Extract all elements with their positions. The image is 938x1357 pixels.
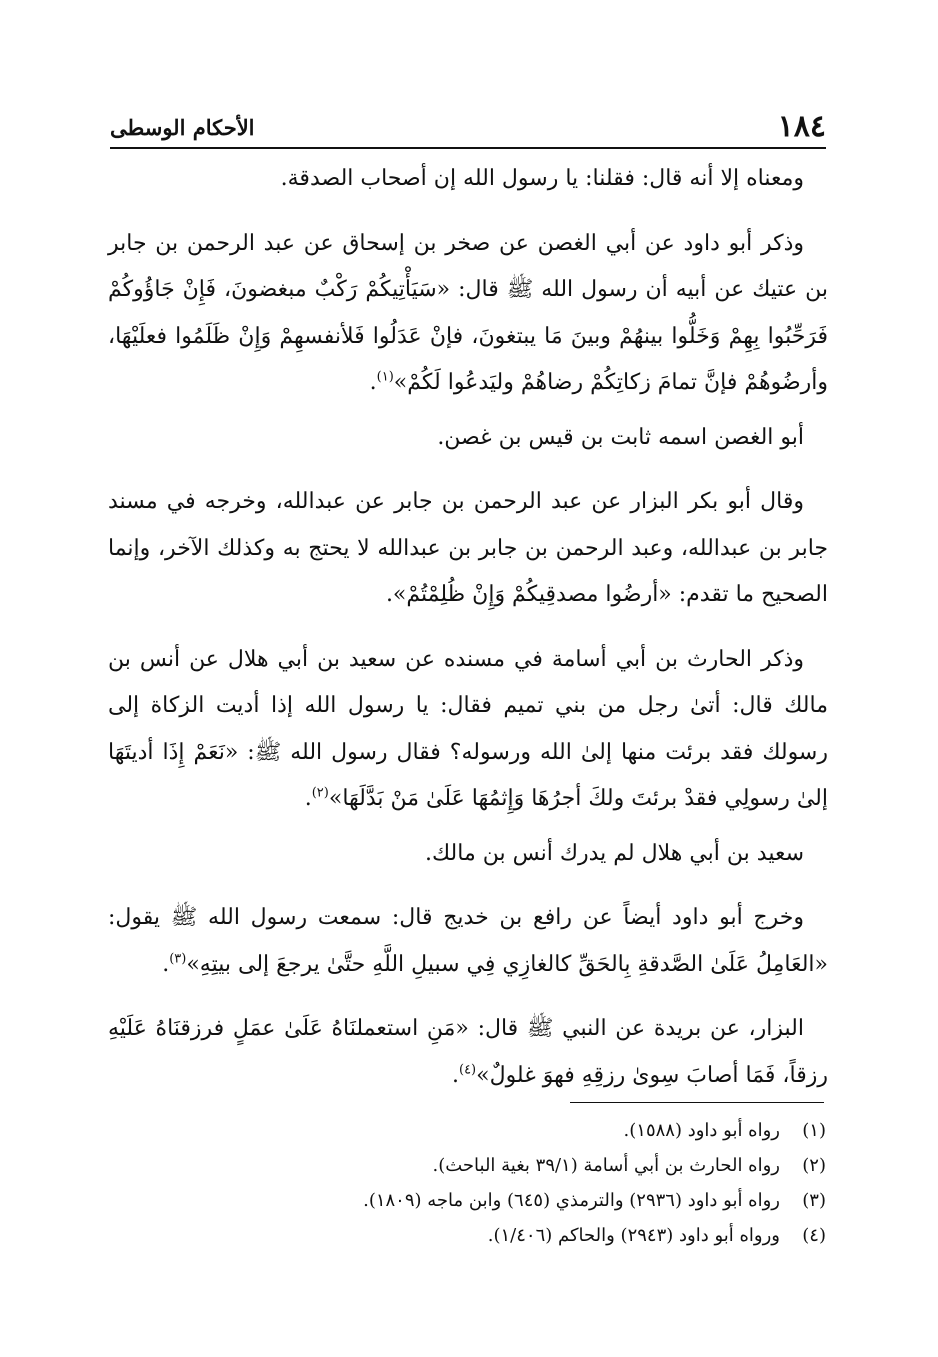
page-number: ١٨٤ <box>777 109 826 144</box>
footnote-ref: (١) <box>376 369 394 385</box>
paragraph: وذكر الحارث بن أبي أسامة في مسنده عن سعيد بن أبي هلال عن أنس بن مالك قال: أتىٰ رجل من بني تميم فقال: يا رسول الله إذا أديت الزكاة إلى رسولك فقد برئت منها إلىٰ الله ورسوله؟ فقال رسول الله ﷺ: «نَعَمْ إِذَا أديتَهَا إلىٰ رسولِي فقدْ برئتَ ولكَ أجرُهَا وَإِثمُهَا عَلَىٰ مَنْ بَدَّلَهَا»$^{(٢)}$. <box>108 646 828 811</box>
footnote <box>110 1218 826 1253</box>
footnote-ref: (٤) <box>458 1062 477 1078</box>
paragraph: البزار، عن بريدة عن النبي ﷺ قال: «مَنِ استعملنَاهُ عَلَىٰ عمَلٍ فرزقنَاهُ عَلَيْهِ رزقاً، فَمَا أصابَ سِوىٰ رزقِهِ فهوَ غلولٌ»$^{(٤)}$. <box>108 1016 828 1088</box>
running-title: الأحكام الوسطى <box>110 115 255 140</box>
footnote-number: (٣) <box>802 1190 826 1211</box>
footnote-number: (٢) <box>802 1155 826 1176</box>
footnotes <box>110 1113 826 1253</box>
footnote-number: (٤) <box>802 1225 826 1246</box>
footnote-text: ورواه أبو داود (٢٩٤٣) والحاكم (١/٤٠٦). <box>487 1225 780 1246</box>
footnote <box>110 1183 826 1218</box>
header-rule <box>110 147 826 149</box>
page-header <box>110 96 826 142</box>
footnote <box>110 1113 826 1148</box>
footnote-text: رواه أبو داود (٢٩٣٦) والترمذي (٦٤٥) وابن ماجه (١٨٠٩). <box>363 1190 780 1211</box>
paragraph: وذكر أبو داود عن أبي الغصن عن صخر بن إسحاق عن عبد الرحمن بن جابر بن عتيك عن أبيه أن رسول الله ﷺ قال: «سَيَأْتِيكُمْ رَكْبٌ مبغضونَ، فَإِنْ جَاؤُوكُمْ فَرَحِّبُوا بِهِمْ وَخَلُّوا بينهُمْ وبينَ مَا يبتغونَ، فإنْ عَدَلُوا فَلأنفسهِمْ وَإِنْ ظَلَمُوا فعلَيْهَا، وأرضُوهُمْ فإنَّ تمامَ زكاتِكُمْ رضاهُمْ وليَدعُوا لَكُمْ»$^{(١)}$. <box>108 230 828 395</box>
footnote-separator <box>570 1102 824 1103</box>
paragraph: وقال أبو بكر البزار عن عبد الرحمن بن جابر عن عبدالله، وخرجه في مسند جابر بن عبدالله، وعبد الرحمن بن جابر بن عبدالله لا يحتج به وكذلك الآخر، وإنما الصحيح ما تقدم: «أرضُوا مصدقِيكُمْ وَإِنْ ظُلِمْتُمْ». <box>108 489 828 607</box>
paragraph: ومعناه إلا أنه قال: فقلنا: يا رسول الله إن أصحاب الصدقة. <box>280 166 804 191</box>
footnote-text: رواه الحارث بن أبي أسامة (٣٩/١ بغية الباحث). <box>432 1155 780 1176</box>
paragraph: أبو الغصن اسمه ثابت بن قيس بن غصن. <box>437 424 804 450</box>
footnote-number: (١) <box>802 1120 826 1141</box>
footnote-ref: (٣) <box>169 951 187 967</box>
main-text <box>108 156 828 1117</box>
footnote <box>110 1148 826 1183</box>
paragraph: سعيد بن أبي هلال لم يدرك أنس بن مالك. <box>425 840 804 866</box>
footnote-ref: (٢) <box>311 785 329 801</box>
paragraph: وخرج أبو داود أيضاً عن رافع بن خديج قال: سمعت رسول الله ﷺ يقول: «العَامِلُ عَلَىٰ الصَّدقةِ بِالحَقِّ كالغازِي فِي سبيلِ اللَّهِ حتَّىٰ يرجعَ إلى بيتِهِ»$^{(٣)}$. <box>108 905 828 977</box>
footnote-text: رواه أبو داود (١٥٨٨). <box>623 1120 780 1141</box>
